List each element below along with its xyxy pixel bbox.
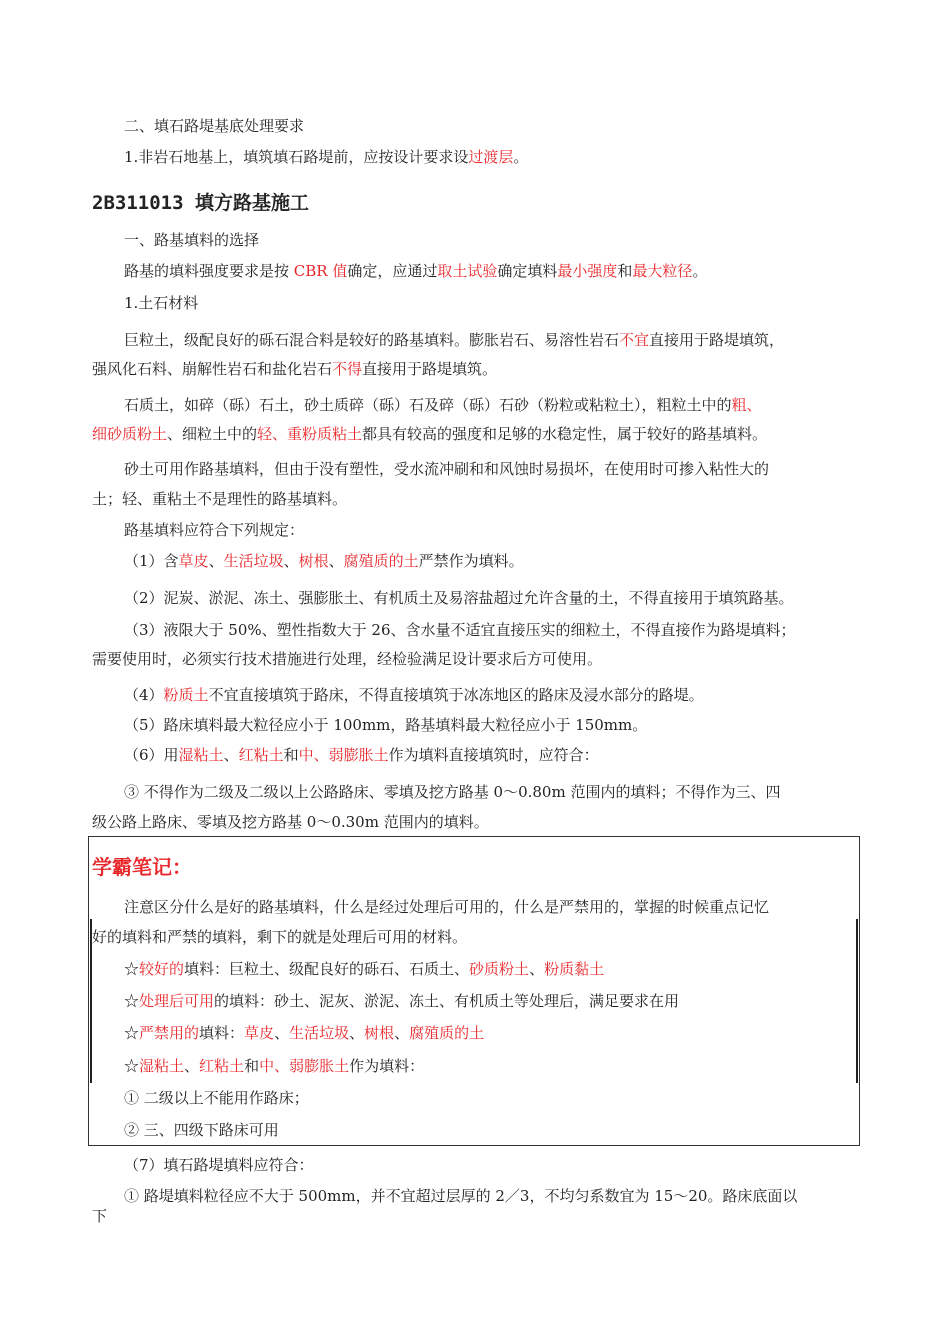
paragraph: 强风化石料、崩解性岩石和盐化岩石不得直接用于路堤填筑。 <box>92 360 498 378</box>
list-item: 级公路上路床、零填及挖方路基 0～0.30m 范围内的填料。 <box>92 813 489 831</box>
note-item: ☆严禁用的填料：草皮、生活垃圾、树根、腐殖质的土 <box>124 1024 485 1042</box>
note-item: ② 三、四级下路床可用 <box>124 1121 279 1139</box>
sub-heading: 1.土石材料 <box>124 294 199 312</box>
note-paragraph: 注意区分什么是好的路基填料，什么是经过处理后可用的，什么是严禁用的，掌握的时候重点记忆 <box>124 898 770 916</box>
paragraph: 1.非岩石地基上，填筑填石路堤前，应按设计要求设过渡层。 <box>124 148 529 166</box>
paragraph: 路基填料应符合下列规定： <box>124 521 305 539</box>
paragraph: 巨粒土，级配良好的砾石混合料是较好的路基填料。膨胀岩石、易溶性岩石不宜直接用于路堤填筑， <box>124 331 785 349</box>
paragraph: 路基的填料强度要求是按 CBR 值确定，应通过取土试验确定填料最小强度和最大粒径。 <box>124 262 708 280</box>
note-title: 学霸笔记： <box>92 855 192 879</box>
note-item: ☆湿粘土、红粘土和中、弱膨胀土作为填料： <box>124 1057 425 1075</box>
list-item: （3）液限大于 50%、塑性指数大于 26、含水量不适宜直接压实的细粒土，不得直接作为路堤填料； <box>124 621 796 639</box>
paragraph: 细砂质粉土、细粒土中的轻、重粉质粘土都具有较高的强度和足够的水稳定性，属于较好的路基填料。 <box>92 425 768 443</box>
note-item: ① 二级以上不能用作路床； <box>124 1089 309 1107</box>
section-heading: 二、填石路堤基底处理要求 <box>124 117 305 135</box>
paragraph: 石质土，如碎（砾）石土，砂土质碎（砾）石及碎（砾）石砂（粉粒或粘粒土），粗粒土中的粗、 <box>124 396 762 414</box>
list-item: （7）填石路堤填料应符合： <box>124 1156 314 1174</box>
section-heading: 一、路基填料的选择 <box>124 231 260 249</box>
chapter-heading: 2B311013 填方路基施工 <box>92 192 309 214</box>
list-item: ① 路堤填料粒径应不大于 500mm，并不宜超过层厚的 2／3，不均匀系数宜为 15～20。路床底面以 <box>124 1187 798 1205</box>
list-item: （2）泥炭、淤泥、冻土、强膨胀土、有机质土及易溶盐超过允许含量的土，不得直接用于填筑路基。 <box>124 589 794 607</box>
list-item: （5）路床填料最大粒径应小于 100mm，路基填料最大粒径应小于 150mm。 <box>124 716 648 734</box>
paragraph: 砂土可用作路基填料，但由于没有塑性，受水流冲刷和和风蚀时易损坏，在使用时可掺入粘性大的 <box>124 460 770 478</box>
list-item: （6）用湿粘土、红粘土和中、弱膨胀土作为填料直接填筑时，应符合： <box>124 746 599 764</box>
list-item: 下 <box>92 1207 108 1225</box>
note-item: ☆较好的填料：巨粒土、级配良好的砾石、石质土、砂质粉土、粉质黏土 <box>124 960 605 978</box>
list-item: 需要使用时，必须实行技术措施进行处理，经检验满足设计要求后方可使用。 <box>92 650 603 668</box>
note-item: ☆处理后可用的填料：砂土、泥灰、淤泥、冻土、有机质土等处理后，满足要求在用 <box>124 992 680 1010</box>
note-right-rule <box>856 919 858 1083</box>
list-item: ③ 不得作为二级及二级以上公路路床、零填及挖方路基 0～0.80m 范围内的填料；不得作为三、四 <box>124 783 781 801</box>
paragraph: 土；轻、重粘土不是理性的路基填料。 <box>92 490 348 508</box>
list-item: （1）含草皮、生活垃圾、树根、腐殖质的土严禁作为填料。 <box>124 552 524 570</box>
list-item: （4）粉质土不宜直接填筑于路床，不得直接填筑于冰冻地区的路床及浸水部分的路堤。 <box>124 686 704 704</box>
note-paragraph: 好的填料和严禁的填料，剩下的就是处理后可用的材料。 <box>92 928 468 946</box>
